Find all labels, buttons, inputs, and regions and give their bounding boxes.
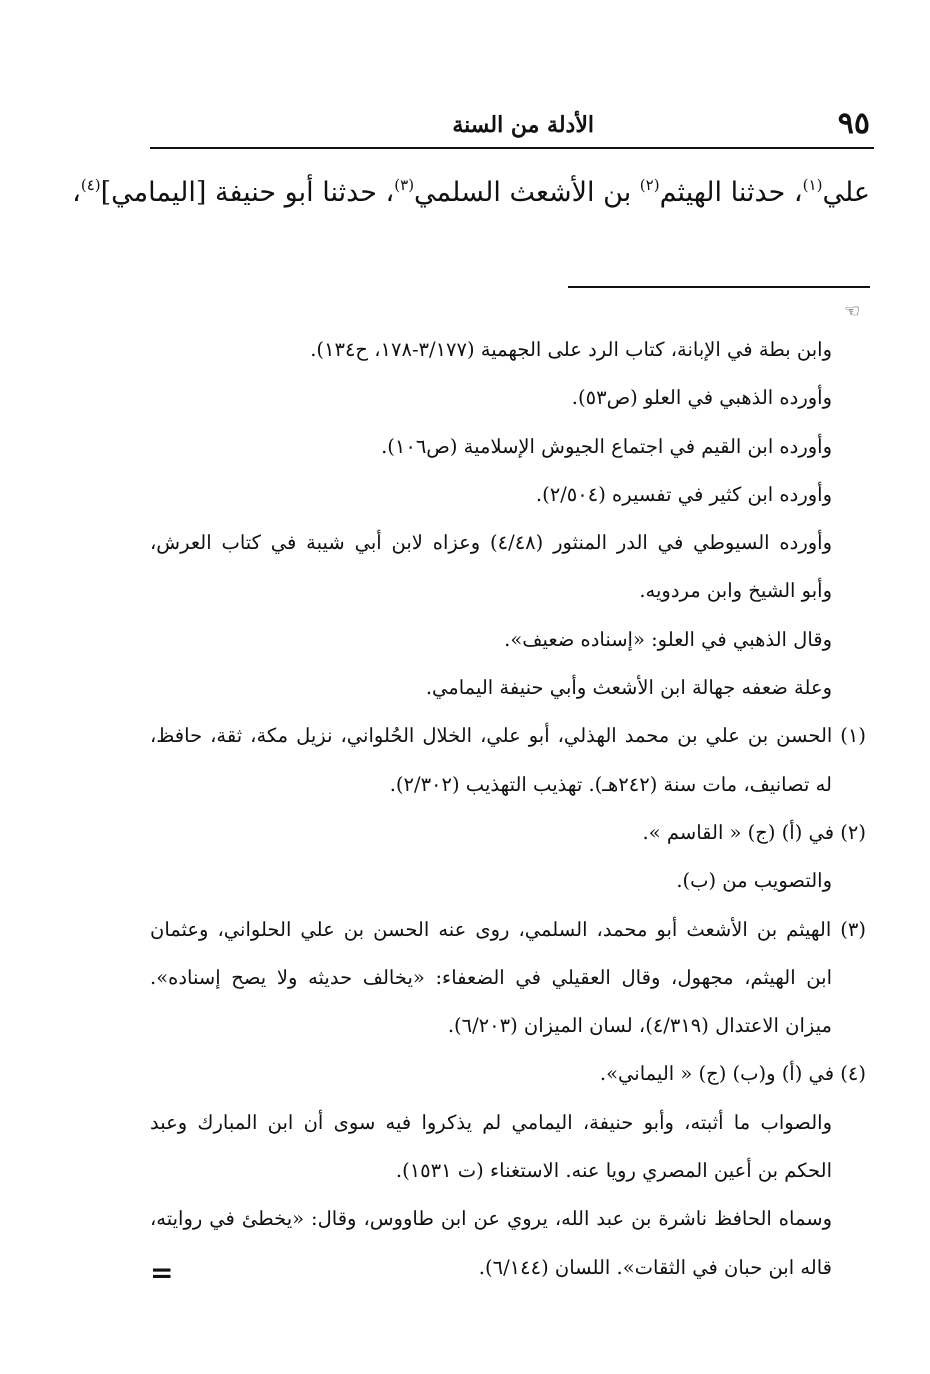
pointing-hand-icon: ☜ (844, 301, 861, 322)
text-segment: ، حدثنا الهيثم (659, 177, 803, 208)
end-mark: = (150, 1256, 174, 1289)
page-number: ٩٥ (837, 106, 870, 141)
footnote-line: وأورده الذهبي في العلو (ص٥٣). (571, 386, 832, 410)
header-rule (150, 147, 874, 149)
footnote-ref[interactable]: (٣) (394, 176, 415, 194)
footnote-line: (١) الحسن بن علي بن محمد الهذلي، أبو علي، الخلال الحُلواني، نزيل مكة، ثقة، حافظ، (150, 724, 866, 748)
footnote-line: (٣) الهيثم بن الأشعث أبو محمد، السلمي، روى عنه الحسن بن علي الحلواني، وعثمان (150, 917, 866, 941)
footnote-line: وقال الذهبي في العلو: «إسناده ضعيف». (504, 627, 832, 651)
footnote-line: ابن الهيثم، مجهول، وقال العقيلي في الضعفاء: «يخالف حديثه ولا يصح إسناده». (150, 965, 832, 989)
footnote-ref[interactable]: (١) (802, 176, 823, 194)
footnote-line: وأورده ابن كثير في تفسيره (٢/٥٠٤). (535, 482, 832, 506)
footnote-ref[interactable]: (٢) (639, 176, 660, 194)
footnote-line: والتصويب من (ب). (676, 869, 832, 893)
footnote-ref[interactable]: (٤) (80, 176, 101, 194)
page-header (150, 104, 874, 144)
text-segment: ، (72, 177, 81, 208)
text-segment: علي (822, 177, 870, 208)
main-text (72, 168, 870, 218)
footnote-line: (٢) في (أ) (ج) « القاسم ». (642, 820, 866, 844)
footnote-line: وسماه الحافظ ناشرة بن عبد الله، يروي عن ابن طاووس، وقال: «يخطئ في روايته، (150, 1207, 832, 1231)
footnote-line: وأبو الشيخ وابن مردويه. (639, 579, 832, 603)
footnote-line: وأورده السيوطي في الدر المنثور (٤/٤٨) وعزاه لابن أبي شيبة في كتاب العرش، (150, 531, 832, 555)
footnote-line: وأورده ابن القيم في اجتماع الجيوش الإسلامية (ص١٠٦). (381, 434, 832, 458)
footnote-line: ميزان الاعتدال (٤/٣١٩)، لسان الميزان (٦/٢٠٣). (447, 1014, 832, 1038)
footnote-line: (٤) في (أ) و(ب) (ج) « اليماني». (599, 1062, 866, 1086)
text-segment: ، حدثنا أبو حنيفة [اليمامي] (100, 177, 395, 208)
footnote-line: وابن بطة في الإبانة، كتاب الرد على الجهمية (٣/١٧٧-١٧٨، ح١٣٤). (310, 338, 832, 361)
running-title: الأدلة من السنة (452, 112, 594, 138)
footnote-line: الحكم بن أعين المصري رويا عنه. الاستغناء (ت ١٥٣١). (395, 1159, 832, 1183)
footnote-line: قاله ابن حبان في الثقات». اللسان (٦/١٤٤). (478, 1255, 832, 1279)
footnote-line: والصواب ما أثبته، وأبو حنيفة، اليمامي لم يذكروا فيه سوى أن ابن المبارك وعبد (150, 1110, 832, 1134)
footnote-separator (568, 286, 870, 288)
footnote-line: له تصانيف، مات سنة (٢٤٢هـ). تهذيب التهذيب (٢/٣٠٢). (389, 772, 832, 796)
text-segment: بن الأشعث السلمي (414, 177, 640, 208)
footnote-line: وعلة ضعفه جهالة ابن الأشعث وأبي حنيفة اليمامي. (425, 676, 832, 700)
footnotes (150, 326, 866, 1292)
